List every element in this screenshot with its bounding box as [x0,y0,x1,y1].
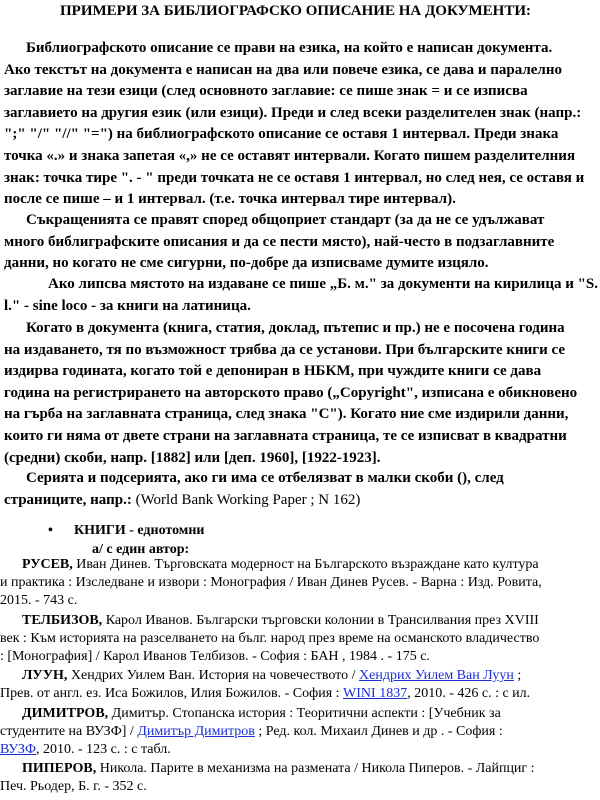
entry-line: : [Монография] / Карол Иванов Телбизов. - София : БАН , 1984 . - 175 с. [0,649,430,664]
entry-line: и практика : Изследване и извори : Монография / Иван Динев Русев. - Варна : Изд. Ровита, [0,575,542,591]
entry-line [0,685,598,703]
paragraph-line: заглавие на тези езици (след основното заглавие: се пише знак = и се изписва [4,83,528,100]
author-link[interactable]: Хендрих Уилем Ван Луун [359,668,514,684]
paragraph-line: на гърба на заглавната страница, след знака "C"). Когато ние сме издирили данни, [4,406,569,423]
entry-author: ПИПЕРОВ, [22,761,97,777]
paragraph-line: точка «.» и знака запетая «,» не се оставят интервали. Когато пишем разделителния [4,147,576,164]
paragraph-line: данни, но когато не сме сигурни, по-добре да изписваме думите изцяло. [4,255,489,272]
paragraph-line [4,490,596,512]
publisher-link[interactable]: ВУЗФ [0,742,37,757]
bibliography-entry [0,556,598,611]
bibliography-entry [0,612,598,667]
paragraph-line-bold: страниците, напр.: [4,491,132,508]
section-heading: КНИГИ - еднотомни [74,523,205,538]
author-link[interactable]: Димитър Димитров [137,723,255,739]
paragraph-line: които ги няма от двете страни на заглавната страница, те се изписват в квадратни [4,427,567,444]
bibliography-entry [0,760,598,796]
entry-line [0,760,598,778]
paragraph-line: на издаването, тя по възможност трябва да се установи. При българските книги се [4,341,566,358]
paragraph-line: Библиографското описание се прави на езика, на който е написан документа. [26,40,553,56]
paragraph-line: Съкращенията се правят според общоприет стандарт (за да не се удължават [26,212,545,228]
paragraph-line: Ако липсва мястото на издаване се пише „Б. м." за документи на кирилица и "S. [48,276,599,292]
bullet-icon: • [48,523,53,538]
paragraph-2 [4,210,596,275]
paragraph-line: Ако текстът на документа е написан на два или повече езика, се дава и паралелно [4,61,562,78]
paragraph-line: година на регистрирането на авторското право („Copyright", изписана е обикновено [4,384,578,401]
entry-text: , 2010. - 123 с. : с табл. [36,742,171,757]
entry-text: Иван Динев. Търговската модерност на Българското възраждане като култура [72,557,539,572]
paragraph-line: Серията и подсерията, ако ги има се отбелязват в малки скоби (), след [26,470,504,486]
entry-text: Карол Иванов. Български търговски колонии в Трансилвания през XVIII [102,612,539,628]
entry-text: студентите на ВУЗФ] / [0,723,138,739]
paragraph-line: (средни) скоби, напр. [1882] или [деп. 1960], [1922-1923]. [4,449,381,466]
bibliography-entry [0,705,598,760]
entry-line: 2015. - 743 с. [0,593,78,609]
paragraph-line: издирва годината, когато той е депониран в НБКМ, при чуждите книги се дава [4,363,542,380]
paragraph-line: знак: точка тире ". - " преди точката не се оставя 1 интервал, но след нея, се оставя и [4,169,585,186]
paragraph-4 [4,318,596,469]
entry-line [0,705,598,723]
paragraph-line: Когато в документа (книга, статия, доклад, пътепис и пр.) не е посочена година [26,320,565,336]
entry-text: Никола. Парите в механизма на размената / Никола Пиперов. - Лайпциг : [96,761,535,777]
entry-text: ; Ред. кол. Михаил Динев и др . - София : [254,723,503,739]
entry-text: , 2010. - 426 с. : с ил. [407,686,531,702]
entry-text: Хендрих Уилем Ван. История на човечеството / [67,668,360,684]
entry-author: ДИМИТРОВ, [22,705,109,721]
paragraph-5 [4,468,596,511]
entry-line [0,667,598,685]
entry-line [0,556,598,574]
entry-line: Печ. Рьодер, Б. г. - 352 с. [0,779,147,795]
entry-text: Димитър. Стопанска история : Теоритични аспекти : [Учебник за [108,705,501,721]
page-title: ПРИМЕРИ ЗА БИБЛИОГРАФСКО ОПИСАНИЕ НА ДОКУМЕНТИ: [60,3,532,19]
paragraph-line: l." - sine loco - за книги на латиница. [4,297,251,314]
entry-line [0,612,598,630]
paragraph-line: после се пише – и 1 интервал. (т.е. точка интервал тире интервал). [4,191,456,208]
subsection-heading: а/ с един автор: [92,542,190,557]
paragraph-line: много библиграфските описания и да се пести място), най-често в подзаглавните [4,233,555,250]
entry-text: Прев. от англ. ез. Иса Божилов, Илия Божилов. - София : [0,686,344,702]
paragraph-line: заглавието на другия език (или езици). Преди и след всеки разделителен знак (напр.: [4,104,582,121]
paragraph-1 [4,38,596,211]
entry-text: ; [513,668,522,684]
entry-author: РУСЕВ, [22,557,73,572]
publisher-link[interactable]: WINI 1837 [343,686,408,702]
entry-line: век : Към историята на разселването на бълг. народ през време на османското владичество [0,630,540,646]
bibliography-entry [0,667,598,703]
entry-author: ТЕЛБИЗОВ, [22,612,103,628]
paragraph-line: ";" "/" "//" "=") на библиографското описание се оставя 1 интервал. Преди знака [4,126,559,143]
paragraph-3 [4,274,599,317]
entry-line [0,741,598,759]
entry-author: ЛУУН, [22,668,68,684]
series-example: (World Bank Working Paper ; N 162) [131,491,361,508]
entry-line [0,723,598,741]
